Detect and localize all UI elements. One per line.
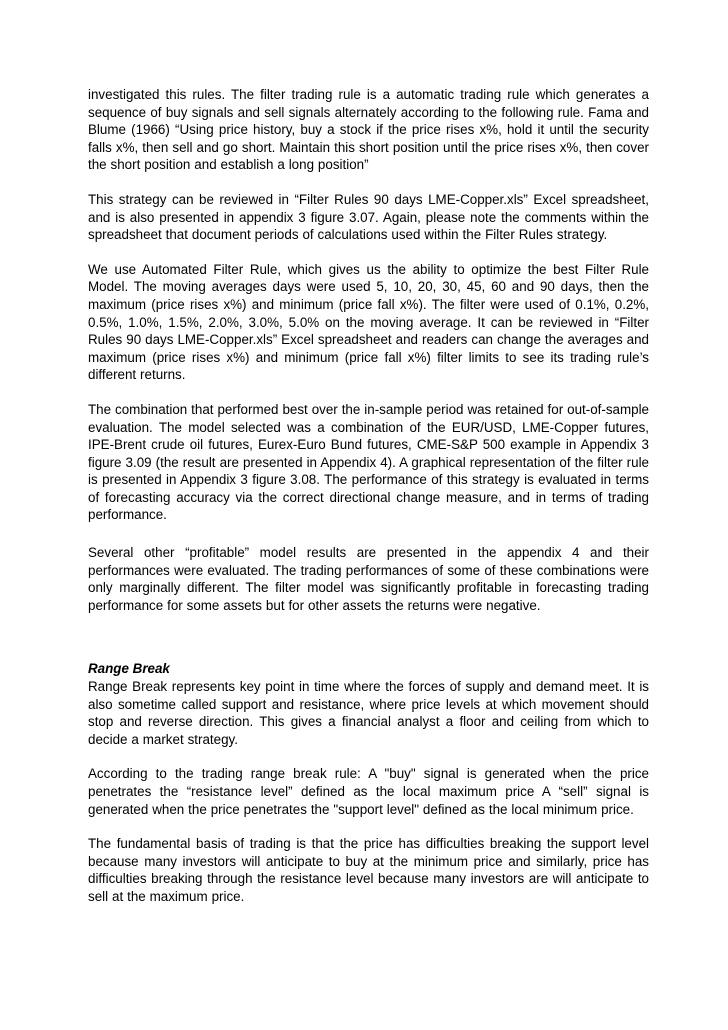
section-heading-range-break: Range Break bbox=[88, 661, 170, 677]
paragraph-best-combination: The combination that performed best over the in-sample period was retained for out-of-sample evaluation. The model selected was a combination of the EUR/USD, LME-Copper futures, IPE-Brent crude oil futures, Eurex-Euro Bund futures, CME-S&P 500 example in Appendix 3 figure 3.09 (the result are presented in Appendix 4). A graphical representation of the filter rule is presented in Appendix 3 figure 3.08. The performance of this strategy is evaluated in terms of forecasting accuracy via the correct directional change measure, and in terms of trading performance. bbox=[88, 401, 649, 523]
paragraph-profitable-models: Several other “profitable” model results are presented in the appendix 4 and their performances were evaluated. The trading performances of some of these combinations were only marginally different. The filter model was significantly profitable in forecasting trading performance for some assets but for other assets the returns were negative. bbox=[88, 545, 649, 613]
paragraph-trading-basis: The fundamental basis of trading is that the price has difficulties breaking the support level because many investors will anticipate to buy at the minimum price and similarly, price has difficulties breaking through the resistance level because many investors are will anticipate to sell at the maximum price. bbox=[88, 836, 649, 904]
paragraph-automated-filter-rule: We use Automated Filter Rule, which gives us the ability to optimize the best Filter Rule Model. The moving averages days were used 5, 10, 20, 30, 45, 60 and 90 days, then the maximum (price rises x%) and minimum (price fall x%). The filter were used of 0.1%, 0.2%, 0.5%, 1.0%, 1.5%, 2.0%, 3.0%, 5.0% on the moving average. It can be reviewed in “Filter Rules 90 days LME-Copper.xls” Excel spreadsheet and readers can change the averages and maximum (price rises x%) and minimum (price fall x%) filter limits to see its trading rule’s different returns. bbox=[88, 261, 649, 383]
document-page bbox=[88, 86, 649, 906]
paragraph-strategy-review: This strategy can be reviewed in “Filter Rules 90 days LME-Copper.xls” Excel spreadsheet, and is also presented in appendix 3 figure 3.07. Again, please note the comments within the spreadsheet that document periods of calculations used within the Filter Rules strategy. bbox=[88, 191, 649, 243]
paragraph-range-break-definition: Range Break represents key point in time where the forces of supply and demand meet. It is also sometime called support and resistance, where price levels at which movement should stop and reverse direction. This gives a financial analyst a floor and ceiling from which to decide a market strategy. bbox=[88, 679, 649, 747]
paragraph-range-break-rule: According to the trading range break rule: A "buy" signal is generated when the price penetrates the “resistance level” defined as the local maximum price A “sell” signal is generated when the price penetrates the "support level" defined as the local minimum price. bbox=[88, 766, 649, 817]
paragraph-filter-rule-intro: investigated this rules. The filter trading rule is a automatic trading rule which generates a sequence of buy signals and sell signals alternately according to the following rule. Fama and Blume (1966) “Using price history, buy a stock if the price rises x%, hold it until the security falls x%, then sell and go short. Maintain this short position until the price rises x%, then cover the short position and establish a long position” bbox=[88, 87, 649, 173]
